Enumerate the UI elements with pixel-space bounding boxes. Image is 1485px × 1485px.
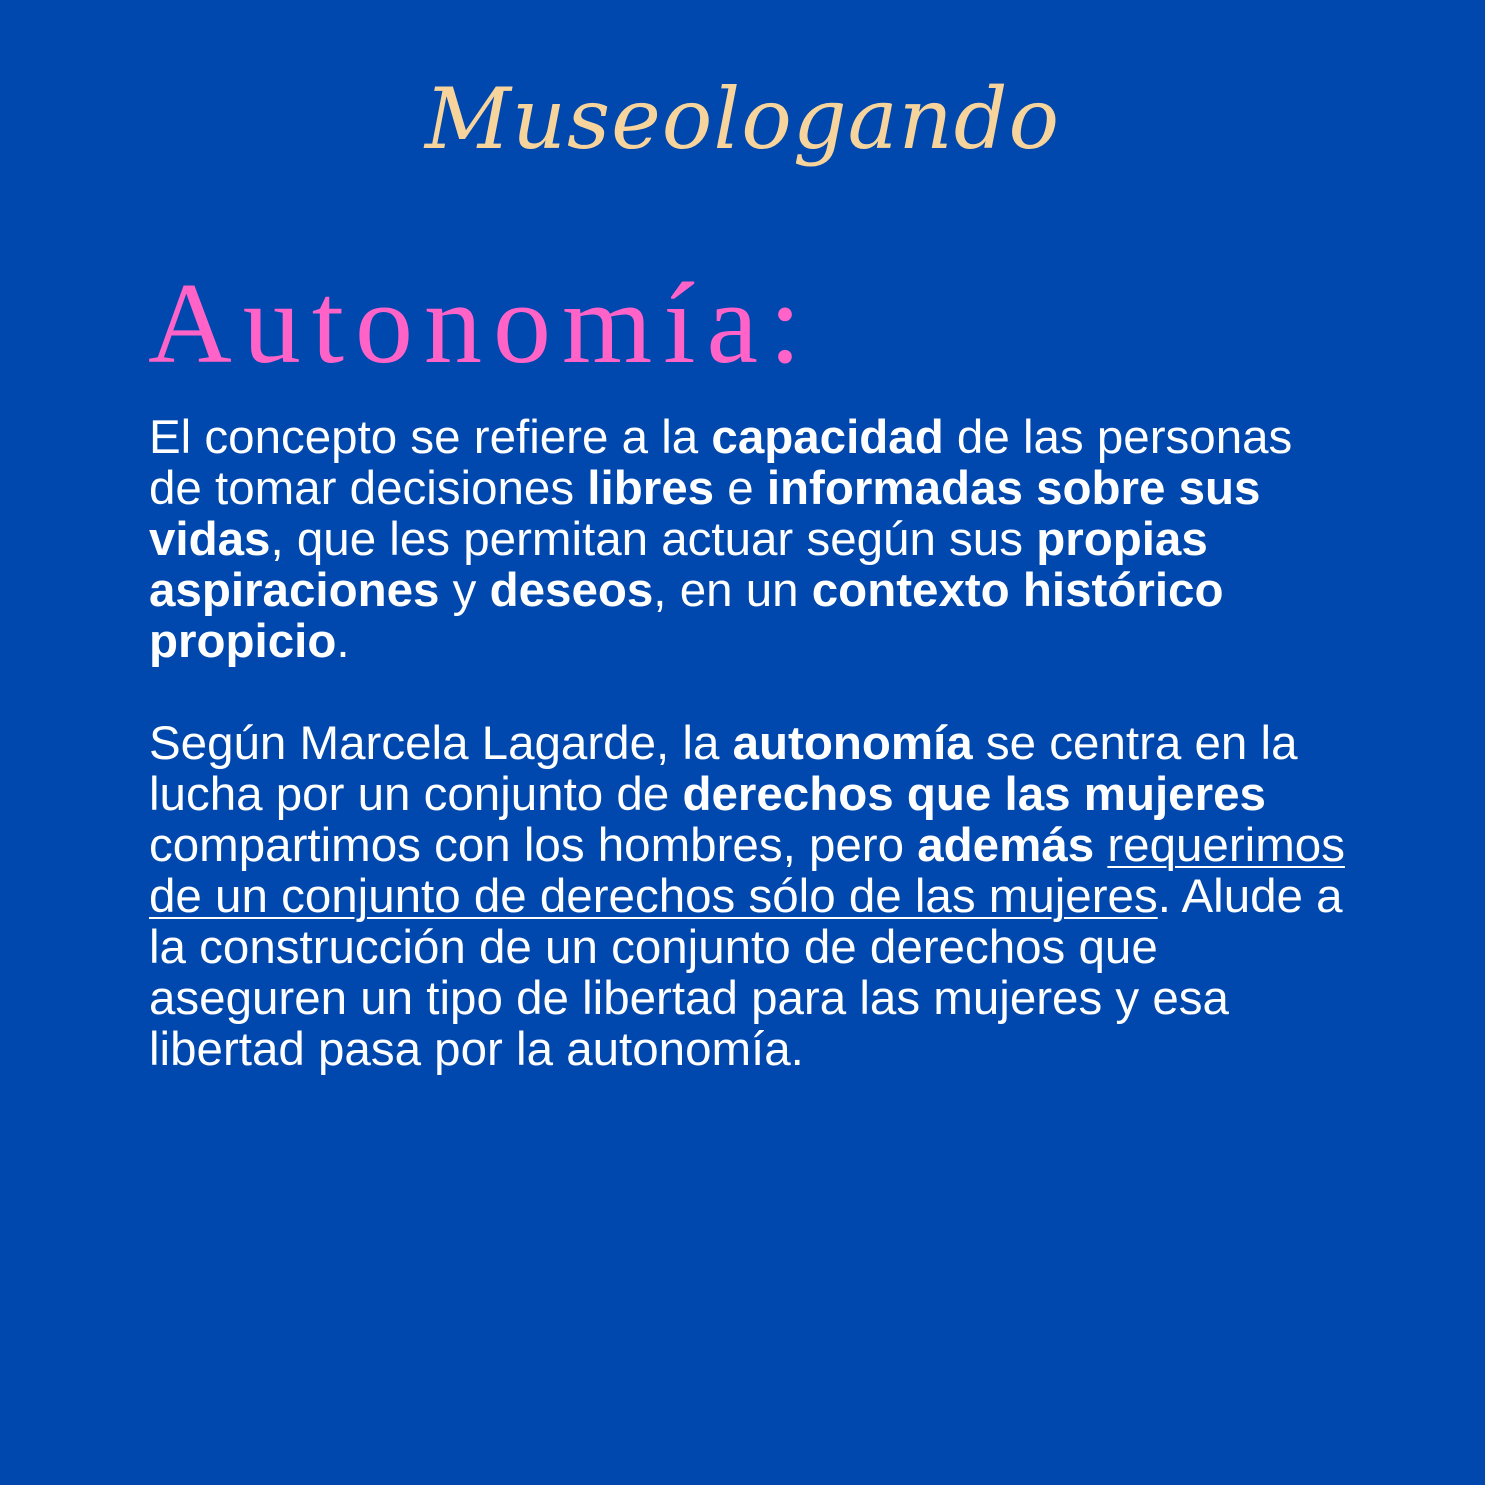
p2-text-1: Según Marcela Lagarde, la	[149, 717, 733, 770]
p2-bold-ademas: además	[917, 819, 1095, 872]
p1-text-1: El concepto se refiere a la	[149, 411, 712, 464]
p2-text-4	[1094, 819, 1107, 872]
p2-text-2: se centra en la lucha por un conjunto de	[149, 717, 1298, 821]
p1-text-6: , en un	[653, 564, 812, 617]
p2-text-5: . Alude a la construcción de un conjunto de derechos que aseguren un tipo de libertad para las mujeres y esa libertad pasa por la autonomía.	[149, 870, 1343, 1076]
p1-bold-capacidad: capacidad	[711, 411, 944, 464]
p1-text-7: .	[336, 615, 350, 668]
paragraph-definition	[149, 412, 1349, 667]
p1-text-5: y	[439, 564, 490, 617]
p2-bold-autonomia: autonomía	[732, 717, 973, 770]
p1-bold-deseos: deseos	[489, 564, 654, 617]
p2-underlined-derechos: requerimos de un conjunto de derechos sólo de las mujeres	[149, 819, 1345, 923]
p1-bold-contexto: contexto histórico propicio	[149, 564, 1224, 668]
paragraph-lagarde	[149, 718, 1349, 1075]
p1-text-2: de las personas de tomar decisiones	[149, 411, 1293, 515]
p1-bold-informadas: informadas sobre sus vidas	[149, 462, 1261, 566]
p2-text-3: compartimos con los hombres, pero	[149, 819, 918, 872]
p1-bold-aspiraciones: propias aspiraciones	[149, 513, 1208, 617]
brand-logo-text: Museologando	[424, 70, 1061, 168]
body-text	[149, 412, 1349, 1075]
p1-text-3: e	[714, 462, 767, 515]
p2-bold-derechos: derechos que las mujeres	[682, 768, 1266, 821]
p1-bold-libres: libres	[587, 462, 715, 515]
page-title: Autonomía:	[148, 260, 813, 388]
p1-text-4: , que les permitan actuar según sus	[270, 513, 1037, 566]
